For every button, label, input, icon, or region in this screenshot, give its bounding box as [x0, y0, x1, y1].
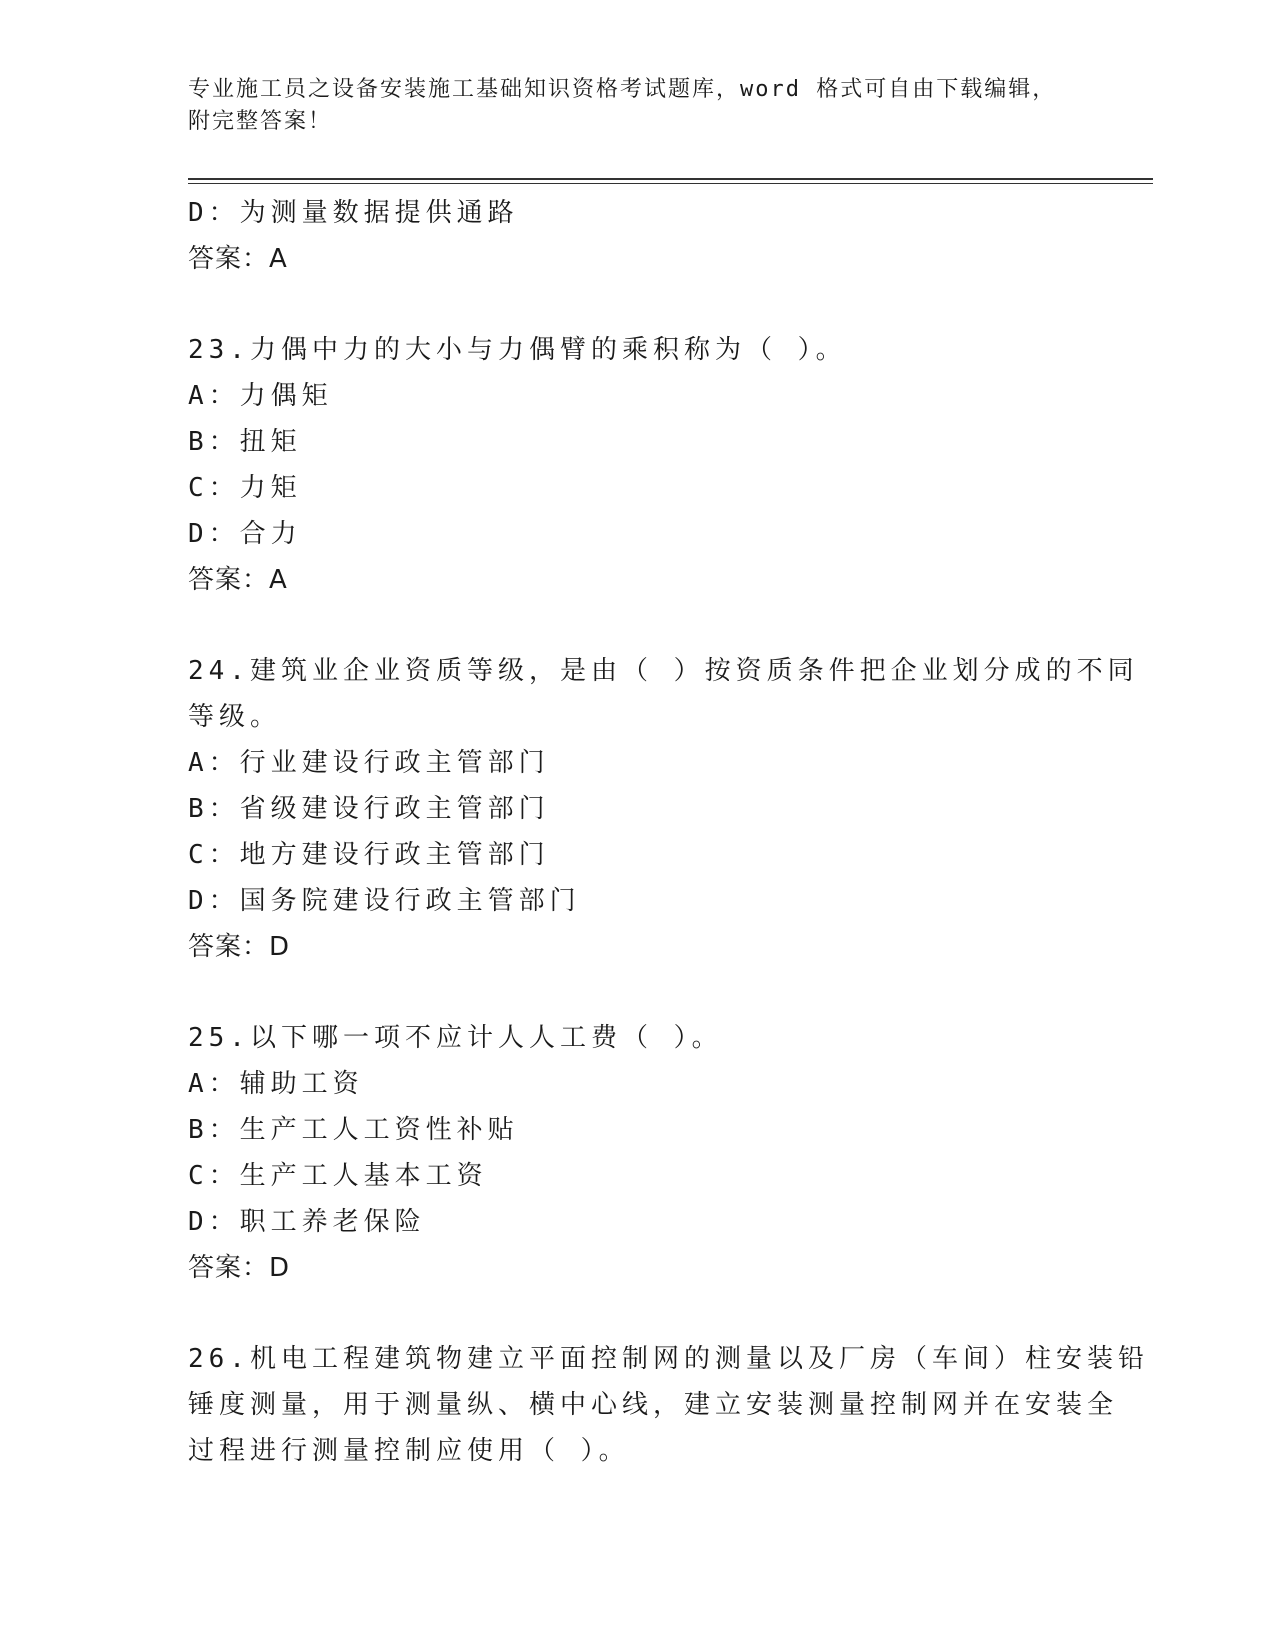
- question-stem-line-1: 26.机电工程建筑物建立平面控制网的测量以及厂房（车间）柱安装铅: [188, 1344, 1149, 1374]
- prev-option-d: D：为测量数据提供通路: [188, 198, 519, 228]
- option-c: C：力矩: [188, 473, 302, 503]
- option-d: D：职工养老保险: [188, 1207, 426, 1237]
- question-stem: 23.力偶中力的大小与力偶臂的乘积称为（ ）。: [188, 335, 847, 365]
- option-c: C：地方建设行政主管部门: [188, 840, 550, 870]
- header-line-2: 附完整答案！: [188, 109, 333, 134]
- header-line-1: 专业施工员之设备安装施工基础知识资格考试题库，word 格式可自由下载编辑，: [188, 77, 1057, 102]
- header-divider: [188, 178, 1153, 180]
- question-stem-line-3: 过程进行测量控制应使用（ ）。: [188, 1436, 630, 1466]
- option-b: B：扭矩: [188, 427, 302, 457]
- question-23: [188, 327, 1108, 603]
- option-a: A：力偶矩: [188, 381, 333, 411]
- question-stem-line-2: 等级。: [188, 702, 282, 732]
- option-a: A：行业建设行政主管部门: [188, 748, 550, 778]
- answer: 答案：D: [188, 1253, 291, 1283]
- option-d: D：国务院建设行政主管部门: [188, 886, 581, 916]
- answer: 答案：A: [188, 565, 288, 595]
- document-header: [188, 74, 1088, 138]
- question-list: [188, 190, 1149, 1474]
- option-d: D：合力: [188, 519, 302, 549]
- option-a: A：辅助工资: [188, 1069, 364, 1099]
- option-c: C：生产工人基本工资: [188, 1161, 488, 1191]
- header-divider-thin: [188, 183, 1153, 184]
- question-stem-line-2: 锤度测量，用于测量纵、横中心线，建立安装测量控制网并在安装全: [188, 1390, 1119, 1420]
- prev-answer: 答案：A: [188, 244, 288, 274]
- question-25: [188, 1015, 1108, 1291]
- option-b: B：省级建设行政主管部门: [188, 794, 550, 824]
- answer: 答案：D: [188, 932, 291, 962]
- option-b: B：生产工人工资性补贴: [188, 1115, 519, 1145]
- question-24: [188, 648, 1139, 970]
- question-stem: 25.以下哪一项不应计人人工费（ ）。: [188, 1023, 723, 1053]
- question-stem-line-1: 24.建筑业企业资质等级，是由（ ）按资质条件把企业划分成的不同: [188, 656, 1139, 686]
- question-26: [188, 1336, 1149, 1474]
